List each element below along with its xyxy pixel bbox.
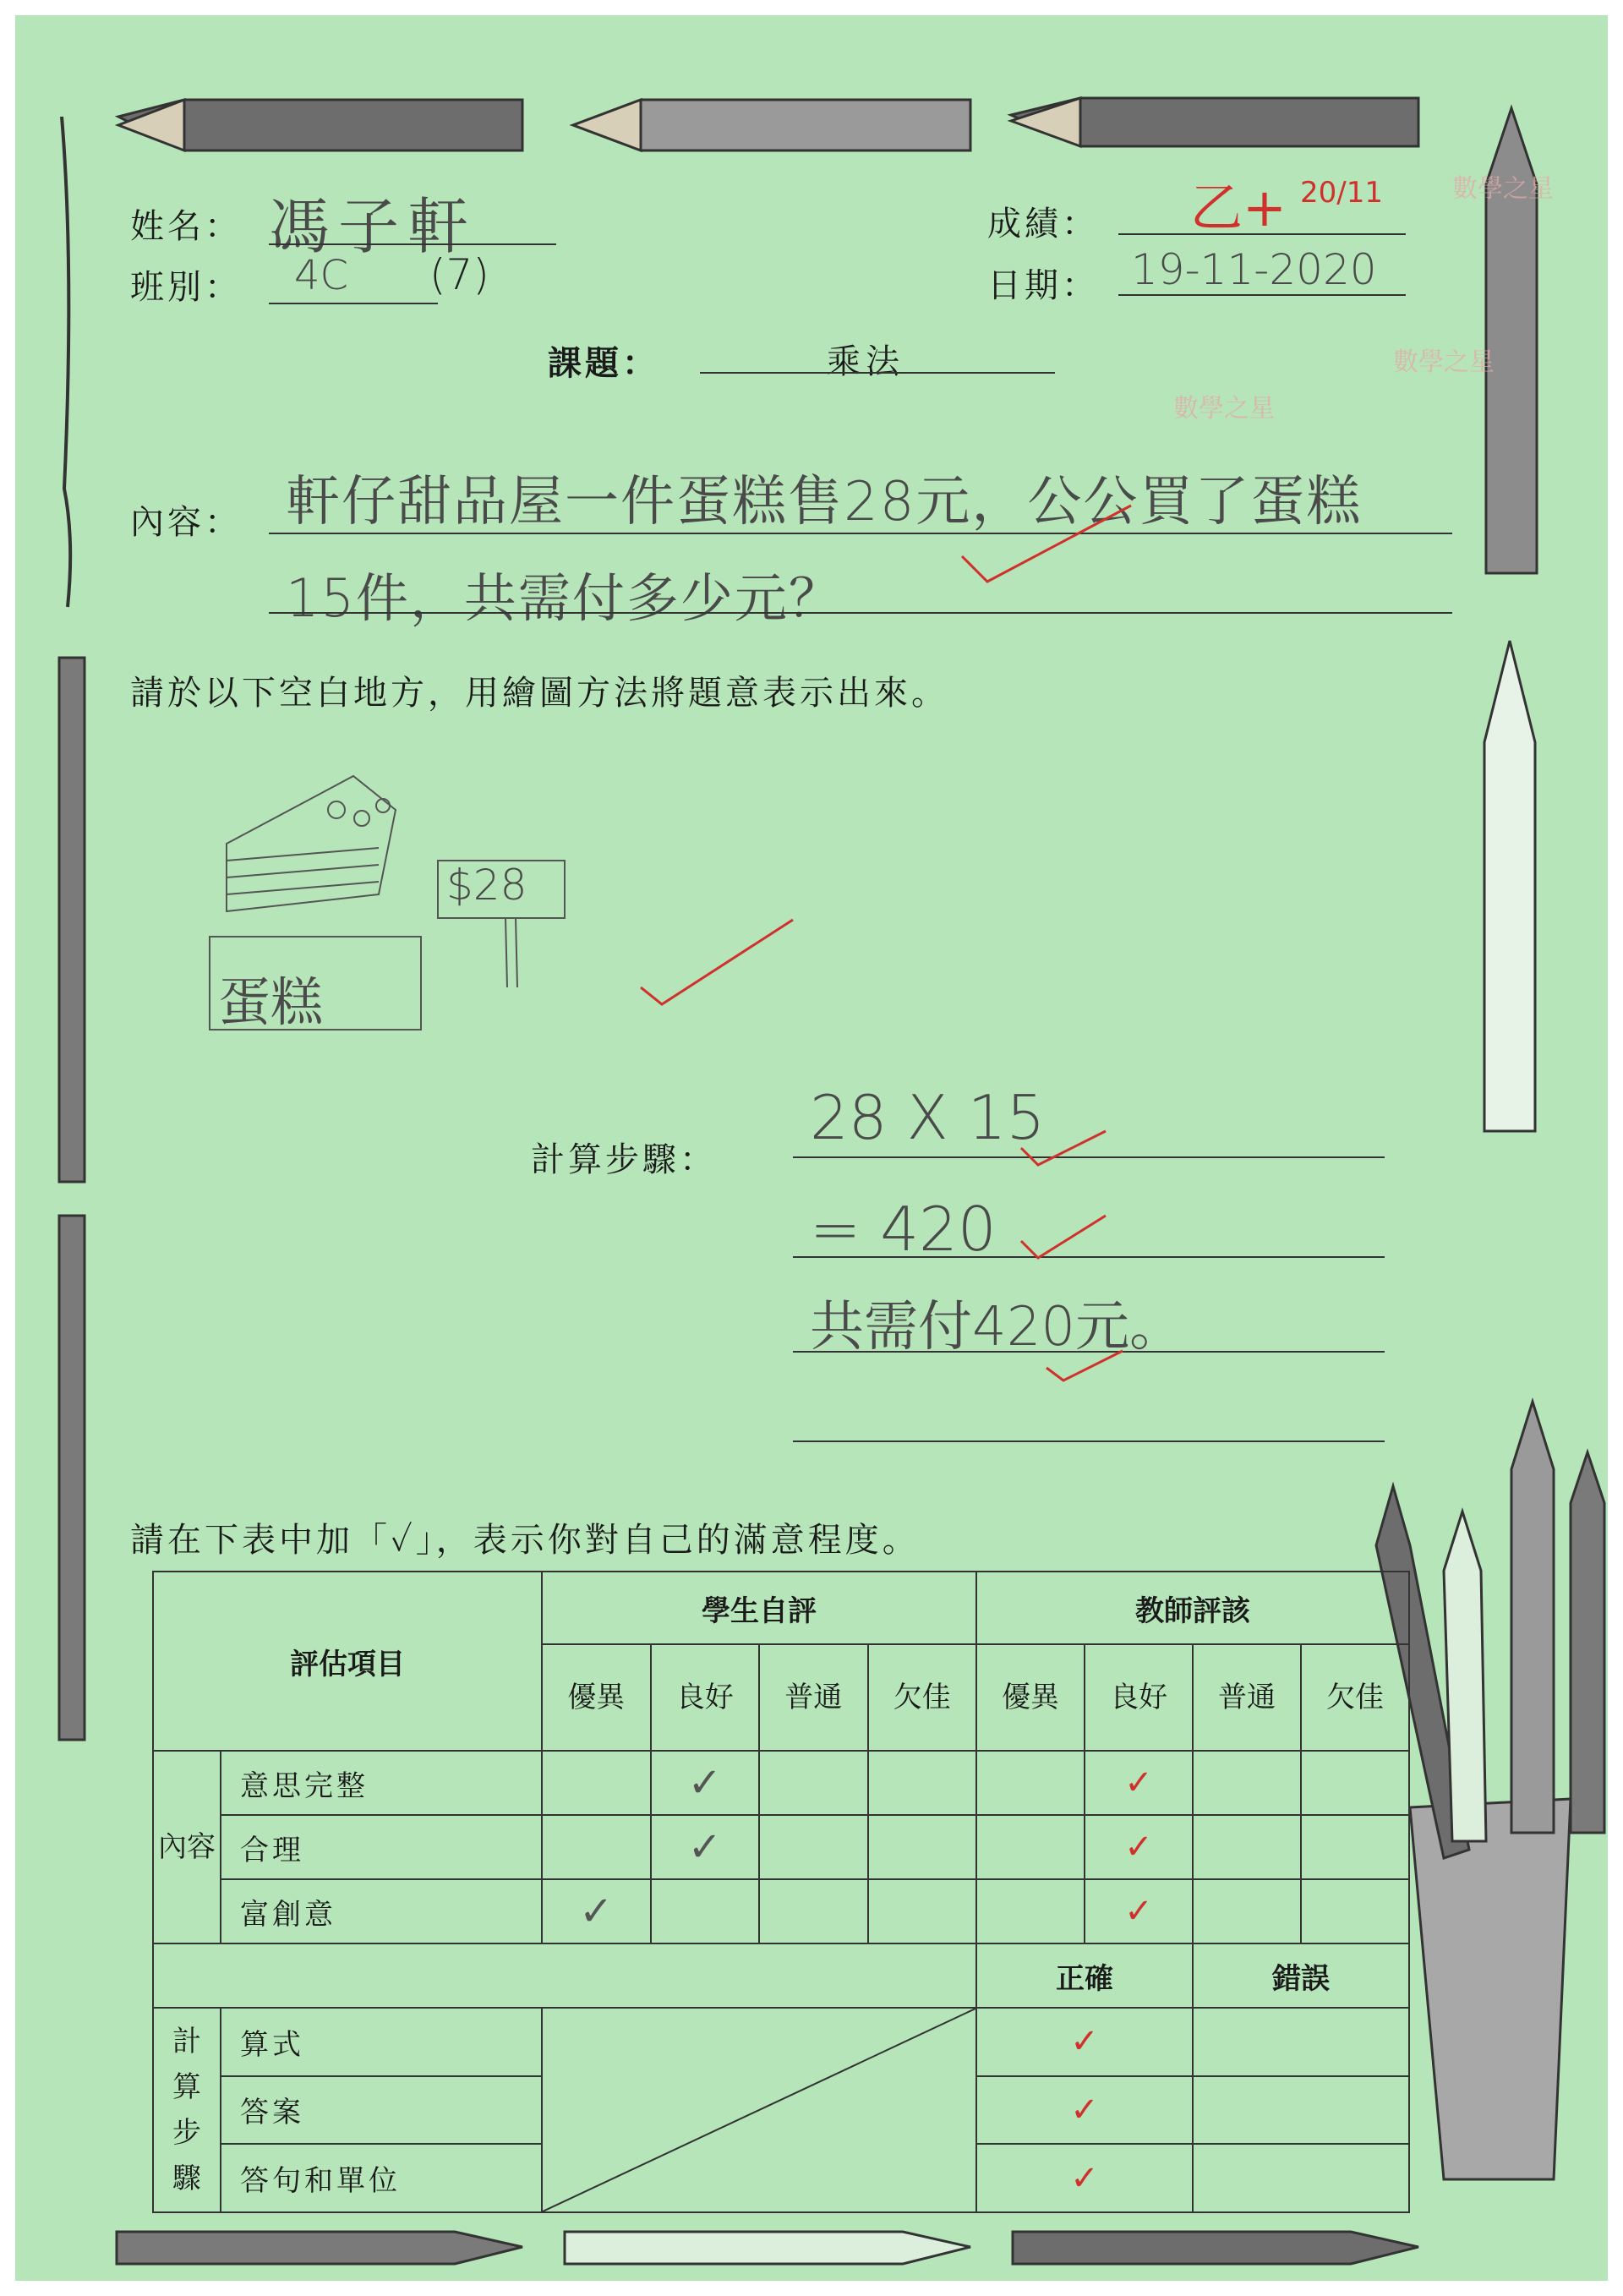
item-header: 評估項目	[153, 1572, 542, 1751]
star-stamp: 數學之星	[1393, 347, 1495, 377]
content-label: 內容：	[130, 503, 242, 542]
class-number: (7)	[429, 250, 489, 299]
level-good: 良好	[651, 1644, 760, 1751]
drawing-instruction: 請於以下空白地方，用繪圖方法將題意表示出來。	[130, 674, 948, 713]
grade-date-note: 20/11	[1300, 176, 1383, 210]
level-poor: 欠佳	[868, 1644, 977, 1751]
content-item: 意思完整	[221, 1751, 542, 1815]
class-value: 4C	[294, 252, 349, 299]
student-check: ✓	[651, 1815, 760, 1879]
teacher-check: ✓	[1085, 1815, 1193, 1879]
teacher-check-icon	[624, 903, 810, 1021]
student-check: ✓	[542, 1879, 651, 1943]
level-average: 普通	[1193, 1644, 1301, 1751]
teacher-check: ✓	[976, 2076, 1193, 2145]
diagonal-cell	[542, 2008, 976, 2212]
worksheet	[15, 15, 1608, 2281]
content-line-1: 軒仔甜品屋一件蛋糕售28元，公公買了蛋糕	[286, 471, 1363, 533]
calc-step-1: 28 X 15	[810, 1082, 1046, 1153]
calc-item: 答句和單位	[221, 2144, 542, 2212]
calc-item: 答案	[221, 2076, 542, 2145]
correct-header: 正確	[976, 1943, 1193, 2008]
content-line-2: 15件，共需付多少元？	[286, 567, 843, 629]
calc-item: 算式	[221, 2008, 542, 2076]
wrong-header: 錯誤	[1193, 1943, 1409, 2008]
name-value: 馮子軒	[269, 191, 478, 262]
topic-label: 課題：	[548, 343, 659, 383]
teacher-check: ✓	[1085, 1879, 1193, 1943]
assessment-table	[152, 1571, 1410, 2213]
grade-value: 乙+	[1190, 177, 1287, 238]
calc-step-3: 共需付420元。	[810, 1296, 1184, 1358]
level-average: 普通	[759, 1644, 868, 1751]
level-good: 良好	[1085, 1644, 1193, 1751]
teacher-check-marks	[996, 1114, 1283, 1402]
level-excellent: 優異	[542, 1644, 651, 1751]
level-poor: 欠佳	[1301, 1644, 1409, 1751]
price-tag: $28	[446, 861, 527, 910]
teacher-check: ✓	[976, 2144, 1193, 2212]
name-label: 姓名：	[130, 207, 242, 246]
student-check: ✓	[651, 1751, 760, 1815]
class-label: 班別：	[130, 268, 242, 307]
grade-label: 成績：	[987, 205, 1099, 243]
teacher-check: ✓	[1085, 1751, 1193, 1815]
student-header: 學生自評	[542, 1572, 976, 1644]
teacher-check-icon	[945, 497, 1165, 632]
topic-value: 乘法	[827, 342, 904, 381]
calc-group-label: 計算步驟	[153, 2008, 221, 2212]
content-item: 合理	[221, 1815, 542, 1879]
content-group-label: 內容	[153, 1751, 221, 1943]
content-item: 富創意	[221, 1879, 542, 1943]
calc-step-2: = 420	[810, 1194, 997, 1265]
cake-label: 蛋糕	[218, 971, 324, 1033]
teacher-header: 教師評該	[976, 1572, 1409, 1644]
rating-instruction: 請在下表中加「✓」，表示你對自己的滿意程度。	[130, 1521, 920, 1560]
star-stamp: 數學之星	[1452, 174, 1554, 204]
level-excellent: 優異	[976, 1644, 1085, 1751]
calc-label: 計算步驟：	[531, 1140, 717, 1179]
date-label: 日期：	[987, 266, 1099, 305]
star-stamp: 數學之星	[1173, 394, 1275, 424]
date-value: 19-11-2020	[1131, 245, 1377, 294]
teacher-check: ✓	[976, 2008, 1193, 2076]
